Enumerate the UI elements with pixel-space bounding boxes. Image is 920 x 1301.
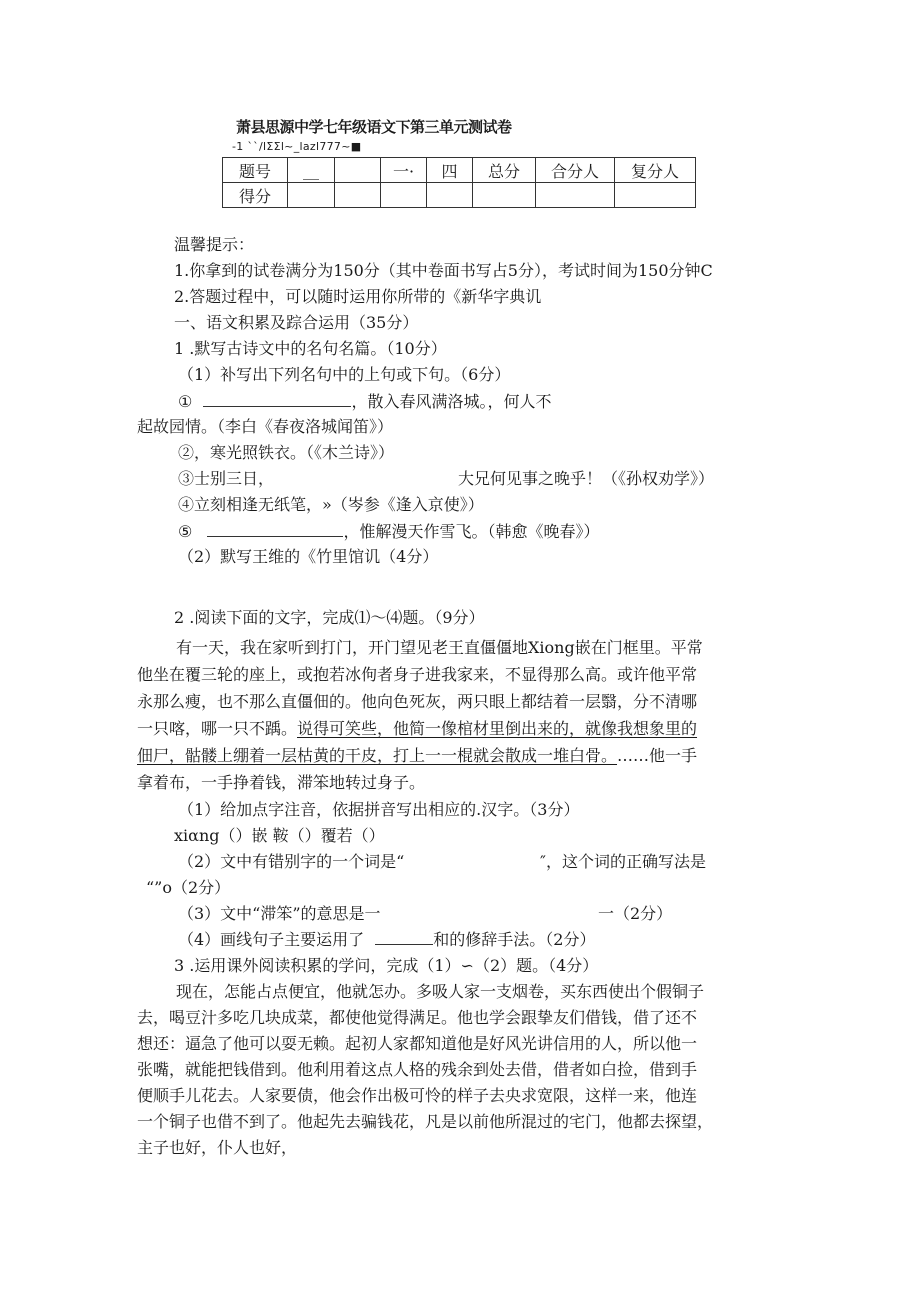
score-input-cell[interactable] xyxy=(381,183,427,208)
score-cell: 总分 xyxy=(473,158,536,183)
score-input-cell[interactable] xyxy=(288,183,335,208)
exam-title: 萧县思源中学七年级语文下第三单元测试卷 xyxy=(236,118,512,136)
tips-item-2: 2.答题过程中，可以随时运用你所带的《新华字典讥 xyxy=(174,287,542,306)
reading-line: 去，喝豆汁多吃几块成菜，都使他觉得满足。他也学会跟挚友们借钱，借了还不 xyxy=(137,1008,698,1027)
score-cell: __ xyxy=(288,158,335,183)
score-table-header-row xyxy=(223,158,696,183)
score-cell: 得分 xyxy=(223,183,288,208)
poem-line-1-text: ，散入春风满洛城。，何人不 xyxy=(351,392,552,411)
question-2-title: 2 .阅读下面的文字，完成⑴～⑷题。（9分） xyxy=(174,608,485,627)
score-table-score-row xyxy=(223,183,696,208)
question-2-sub-2a: （2）文中有错别字的一个词是“ xyxy=(178,852,405,871)
poem-line-6 xyxy=(178,518,599,545)
question-3-title: 3 .运用课外阅读积累的学问，完成（1）∽（2）题。（4分） xyxy=(174,956,599,975)
question-2-sub-1: （1）给加点字注音，依据拼音写出相应的.汉字。（3分） xyxy=(178,800,580,819)
underlined-sentence: 佃尸，骷髅上绷着一层枯黄的干皮，打上一一棍就会散成一堆白骨。 xyxy=(137,746,618,765)
reading-line xyxy=(137,743,697,769)
reading-line: 想还：逼急了他可以耍无赖。起初人家都知道他是好风光讲信用的人，所以他一 xyxy=(137,1034,698,1053)
reading-line: 一个铜子也借不到了。他起先去骗钱花，凡是以前他所混过的宅门，他都去探望， xyxy=(137,1112,714,1131)
reading-line: 拿着布，一手挣着钱，滞笨地转过身子。 xyxy=(137,773,426,792)
pinyin-line: xiαng（）嵌 鞍（）覆若（） xyxy=(174,826,385,845)
reading-line: 便顺手儿花去。人家要债，他会作出极可怜的样子去央求宽限，这样一来，他连 xyxy=(137,1086,698,1105)
reading-text: ……他一手 xyxy=(617,746,698,765)
reading-line: 现在，怎能占点便宜，他就怎办。多吸人家一支烟卷，买东西使出个假铜子 xyxy=(176,982,705,1001)
reading-line xyxy=(137,716,697,742)
underlined-sentence: 说得可笑些，他简一像棺材里倒出来的，就像我想象里的 xyxy=(297,719,698,738)
question-1-sub-2: （2）默写王维的《竹里馆讥（4分） xyxy=(178,547,439,566)
poem-line-4a: ③士别三日， xyxy=(178,469,275,488)
score-cell: 复分人 xyxy=(615,158,696,183)
tips-heading: 温馨提示： xyxy=(174,235,255,254)
question-2-sub-2c: “”o（2分） xyxy=(146,878,231,897)
answer-blank[interactable] xyxy=(375,928,433,945)
reading-line: 张嘴，就能把钱借到。他利用着这点人格的残余到处去借，借者如白捡，借到手 xyxy=(137,1060,698,1079)
score-cell: 一· xyxy=(381,158,427,183)
score-cell: 题号 xyxy=(223,158,288,183)
poem-line-1 xyxy=(178,388,551,415)
score-cell: 合分人 xyxy=(536,158,615,183)
poem-line-6-marker: ⑤ xyxy=(178,522,193,541)
exam-code: -1 ``/lΣΣl~_lazl777~■ xyxy=(232,140,362,153)
question-2-sub-3a: （3）文中“滞笨”的意思是一 xyxy=(178,904,381,923)
poem-line-3: ②，寒光照铁衣。（《木兰诗》） xyxy=(178,443,395,462)
score-cell: 四 xyxy=(427,158,473,183)
score-input-cell[interactable] xyxy=(473,183,536,208)
question-1-sub-1: （1）补写出下列名句中的上句或下句。（6分） xyxy=(178,365,511,384)
reading-line: 他坐在覆三轮的座上，或抱若冰佝者身子进我家来，不显得那么高。或许他平常 xyxy=(137,665,698,684)
reading-line: 主子也好，仆人也好， xyxy=(137,1138,298,1157)
score-cell xyxy=(335,158,381,183)
score-input-cell[interactable] xyxy=(536,183,615,208)
score-input-cell[interactable] xyxy=(615,183,696,208)
poem-line-6-text: ，惟解漫天作雪飞。（韩愈《晚春》） xyxy=(343,522,600,541)
question-1-title: 1 .默写古诗文中的名句名篇。（10分） xyxy=(174,339,447,358)
reading-text: 一只喀，哪一只不踽。 xyxy=(137,719,298,738)
reading-line: 永那么瘦，也不那么直僵佃的。他向色死灰，两只眼上都结着一层翳，分不清哪 xyxy=(137,692,698,711)
poem-line-4b: 大兄何见事之晚乎！（《孙权劝学》） xyxy=(458,469,715,488)
question-2-sub-4b: 和的修辞手法。（2分） xyxy=(433,930,596,949)
poem-line-1-marker: ① xyxy=(178,392,193,411)
reading-line: 有一天，我在家听到打门，开门望见老王直僵僵地Xiong嵌在门框里。平常 xyxy=(176,638,703,657)
score-input-cell[interactable] xyxy=(335,183,381,208)
answer-blank[interactable] xyxy=(203,388,351,407)
question-2-sub-4 xyxy=(178,927,595,953)
tips-item-1: 1.你拿到的试卷满分为150分（其中卷面书写占5分），考试时间为150分钟C xyxy=(174,261,713,280)
question-2-sub-4a: （4）画线句子主要运用了 xyxy=(178,930,365,949)
section-heading: 一、语文积累及踪合运用（35分） xyxy=(174,313,419,332)
poem-line-2: 起故园情。（李白《春夜洛城闻笛》） xyxy=(137,417,394,436)
score-input-cell[interactable] xyxy=(427,183,473,208)
question-2-sub-2b: ″，这个词的正确写法是 xyxy=(540,852,706,871)
question-2-sub-3b: 一（2分） xyxy=(598,904,673,923)
score-table xyxy=(222,157,696,208)
poem-line-5: ④立刻相逢无纸笔，»（岑参《逢入京使》） xyxy=(178,495,484,514)
answer-blank[interactable] xyxy=(207,518,343,537)
